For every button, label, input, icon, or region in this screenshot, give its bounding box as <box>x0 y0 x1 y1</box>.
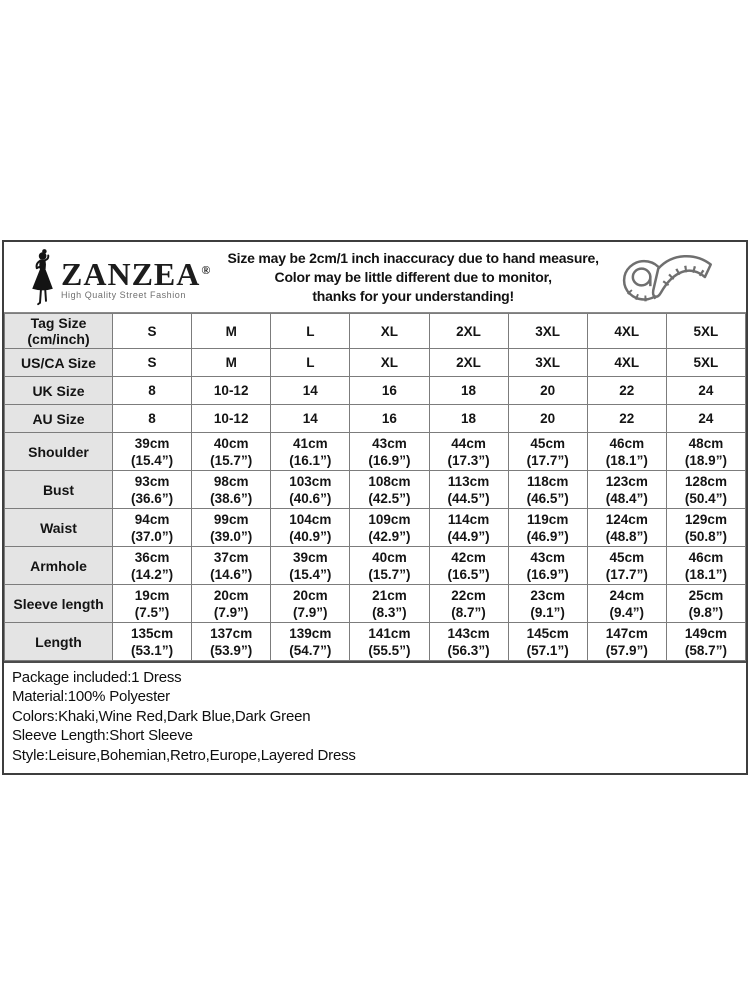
table-cell: 22 <box>587 405 666 433</box>
table-cell: 139cm (54.7”) <box>271 623 350 661</box>
table-cell: 43cm (16.9”) <box>350 433 429 471</box>
table-cell: M <box>192 349 271 377</box>
table-cell: 137cm (53.9”) <box>192 623 271 661</box>
table-cell: 114cm (44.9”) <box>429 509 508 547</box>
disclaimer-line: thanks for your understanding! <box>312 287 514 304</box>
table-cell: 21cm (8.3”) <box>350 585 429 623</box>
table-cell: 37cm (14.6”) <box>192 547 271 585</box>
table-cell: S <box>113 349 192 377</box>
table-row <box>5 585 746 623</box>
table-cell: 143cm (56.3”) <box>429 623 508 661</box>
woman-silhouette-icon <box>28 248 58 306</box>
table-cell: 4XL <box>587 314 666 349</box>
disclaimer-line: Color may be little different due to monitor, <box>274 268 552 285</box>
brand-logo <box>28 248 210 306</box>
row-label: Tag Size (cm/inch) <box>5 314 113 349</box>
row-label: Armhole <box>5 547 113 585</box>
table-cell: 3XL <box>508 314 587 349</box>
row-label: US/CA Size <box>5 349 113 377</box>
table-cell: 99cm (39.0”) <box>192 509 271 547</box>
detail-line: Style:Leisure,Bohemian,Retro,Europe,Layered Dress <box>12 746 356 764</box>
table-cell: 16 <box>350 377 429 405</box>
table-cell: 141cm (55.5”) <box>350 623 429 661</box>
table-cell: 48cm (18.9”) <box>666 433 745 471</box>
table-cell: 19cm (7.5”) <box>113 585 192 623</box>
table-cell: 40cm (15.7”) <box>192 433 271 471</box>
detail-line: Colors:Khaki,Wine Red,Dark Blue,Dark Green <box>12 707 311 725</box>
brand-name: ZANZEA® <box>61 255 211 292</box>
table-row <box>5 509 746 547</box>
table-cell: XL <box>350 349 429 377</box>
table-cell: 98cm (38.6”) <box>192 471 271 509</box>
table-cell: 4XL <box>587 349 666 377</box>
table-cell: 45cm (17.7”) <box>587 547 666 585</box>
table-cell: 46cm (18.1”) <box>587 433 666 471</box>
table-cell: 8 <box>113 377 192 405</box>
detail-line: Package included:1 Dress <box>12 669 182 686</box>
table-cell: 24 <box>666 377 745 405</box>
table-cell: 24 <box>666 405 745 433</box>
table-cell: 118cm (46.5”) <box>508 471 587 509</box>
table-cell: 39cm (15.4”) <box>271 547 350 585</box>
table-cell: 3XL <box>508 349 587 377</box>
table-cell: 123cm (48.4”) <box>587 471 666 509</box>
table-cell: 104cm (40.9”) <box>271 509 350 547</box>
table-row <box>5 623 746 661</box>
table-cell: 44cm (17.3”) <box>429 433 508 471</box>
table-cell: 14 <box>271 405 350 433</box>
table-cell: 23cm (9.1”) <box>508 585 587 623</box>
table-cell: 40cm (15.7”) <box>350 547 429 585</box>
table-cell: L <box>271 314 350 349</box>
disclaimer-line: Size may be 2cm/1 inch inaccuracy due to hand measure, <box>227 249 599 266</box>
table-cell: 42cm (16.5”) <box>429 547 508 585</box>
table-row <box>5 405 746 433</box>
table-row <box>5 349 746 377</box>
table-cell: 135cm (53.1”) <box>113 623 192 661</box>
table-cell: 93cm (36.6”) <box>113 471 192 509</box>
table-cell: 20 <box>508 377 587 405</box>
table-cell: L <box>271 349 350 377</box>
table-cell: 46cm (18.1”) <box>666 547 745 585</box>
table-cell: 5XL <box>666 349 745 377</box>
row-label: UK Size <box>5 377 113 405</box>
table-cell: 113cm (44.5”) <box>429 471 508 509</box>
table-cell: M <box>192 314 271 349</box>
table-cell: 14 <box>271 377 350 405</box>
size-table <box>4 313 746 661</box>
table-cell: 16 <box>350 405 429 433</box>
brand-wordmark <box>61 255 210 300</box>
table-cell: 22 <box>587 377 666 405</box>
tape-measure-icon <box>616 247 718 307</box>
sheet-header <box>4 242 746 313</box>
table-cell: 43cm (16.9”) <box>508 547 587 585</box>
table-cell: 119cm (46.9”) <box>508 509 587 547</box>
table-cell: 10-12 <box>192 377 271 405</box>
row-label: Sleeve length <box>5 585 113 623</box>
table-cell: 103cm (40.6”) <box>271 471 350 509</box>
registered-mark: ® <box>201 262 211 277</box>
product-details <box>4 661 746 773</box>
table-cell: 129cm (50.8”) <box>666 509 745 547</box>
table-cell: 124cm (48.8”) <box>587 509 666 547</box>
table-cell: 36cm (14.2”) <box>113 547 192 585</box>
table-cell: XL <box>350 314 429 349</box>
brand-tagline: High Quality Street Fashion <box>61 289 186 300</box>
table-cell: S <box>113 314 192 349</box>
row-label: Shoulder <box>5 433 113 471</box>
row-label: AU Size <box>5 405 113 433</box>
table-cell: 8 <box>113 405 192 433</box>
table-cell: 39cm (15.4”) <box>113 433 192 471</box>
table-cell: 5XL <box>666 314 745 349</box>
table-row <box>5 471 746 509</box>
table-cell: 20 <box>508 405 587 433</box>
row-label: Bust <box>5 471 113 509</box>
table-cell: 149cm (58.7”) <box>666 623 745 661</box>
table-cell: 128cm (50.4”) <box>666 471 745 509</box>
row-label: Waist <box>5 509 113 547</box>
size-chart-sheet <box>2 240 748 775</box>
table-cell: 94cm (37.0”) <box>113 509 192 547</box>
table-cell: 18 <box>429 377 508 405</box>
table-cell: 145cm (57.1”) <box>508 623 587 661</box>
size-disclaimer <box>210 249 616 306</box>
detail-line: Material:100% Polyester <box>12 688 170 706</box>
row-label: Length <box>5 623 113 661</box>
table-cell: 41cm (16.1”) <box>271 433 350 471</box>
table-cell: 45cm (17.7”) <box>508 433 587 471</box>
table-cell: 108cm (42.5”) <box>350 471 429 509</box>
detail-line: Sleeve Length:Short Sleeve <box>12 727 193 745</box>
table-cell: 2XL <box>429 349 508 377</box>
table-row <box>5 547 746 585</box>
table-cell: 109cm (42.9”) <box>350 509 429 547</box>
table-cell: 24cm (9.4”) <box>587 585 666 623</box>
table-cell: 10-12 <box>192 405 271 433</box>
table-cell: 20cm (7.9”) <box>271 585 350 623</box>
table-cell: 147cm (57.9”) <box>587 623 666 661</box>
table-cell: 2XL <box>429 314 508 349</box>
table-row <box>5 377 746 405</box>
table-cell: 20cm (7.9”) <box>192 585 271 623</box>
table-cell: 25cm (9.8”) <box>666 585 745 623</box>
table-cell: 18 <box>429 405 508 433</box>
table-row <box>5 314 746 349</box>
table-row <box>5 433 746 471</box>
table-cell: 22cm (8.7”) <box>429 585 508 623</box>
